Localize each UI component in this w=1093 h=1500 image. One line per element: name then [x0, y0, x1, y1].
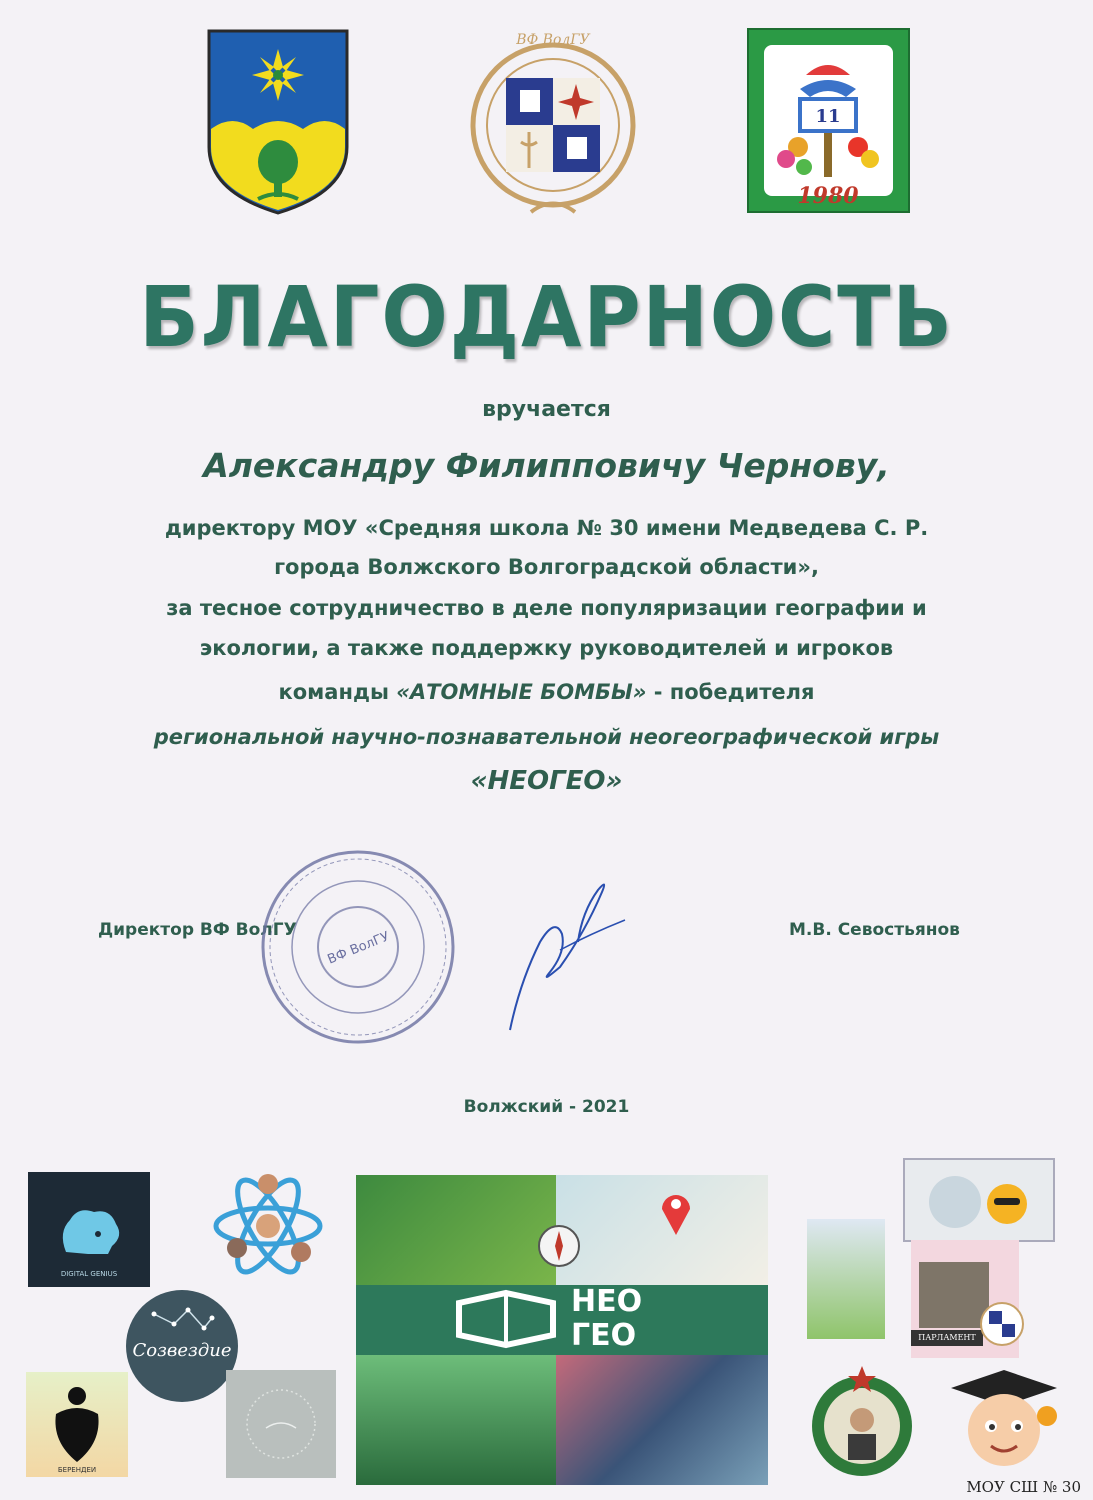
team-line	[0, 680, 1093, 704]
certificate-title: БЛАГОДАРНОСТЬ	[139, 268, 954, 366]
sozvezdie-logo	[126, 1290, 238, 1402]
scan-watermark: МОУ СШ № 30	[966, 1478, 1081, 1496]
wreath-portrait-emblem	[808, 1362, 916, 1484]
stamp-center-text: ВФ ВолГУ	[325, 929, 392, 968]
emblem-number: 11	[815, 106, 841, 127]
sozvezdie-text: Созвездие	[132, 1340, 232, 1361]
position-line-1: директору МОУ «Средняя школа № 30 имени Медведева С. Р.	[164, 516, 929, 540]
game-line: региональной научно-познавательной неогеографической игры	[153, 725, 940, 749]
volzhsky-coat-of-arms	[203, 27, 353, 217]
small-volsu-emblem	[978, 1296, 1026, 1358]
neo-label: НЕО	[571, 1284, 643, 1319]
neogeo-banner	[356, 1175, 768, 1485]
digital-genius-text: DIGITAL GENIUS	[60, 1270, 118, 1278]
team-prefix: команды	[278, 680, 397, 704]
reason-line-1: за тесное сотрудничество в деле популяризации географии и	[166, 596, 927, 620]
neogeo-book-icon	[451, 1287, 561, 1353]
berendei-text: БЕРЕНДЕИ	[57, 1466, 97, 1474]
team-name: «АТОМНЫЕ БОМБЫ»	[396, 680, 647, 704]
director-name: М.В. Севостьянов	[789, 920, 960, 940]
digital-genius-logo	[28, 1172, 150, 1287]
parliament-label: ПАРЛАМЕНТ	[911, 1330, 983, 1346]
berendei-logo	[26, 1372, 128, 1477]
official-stamp	[258, 840, 458, 1055]
emblem-year: 1980	[797, 183, 859, 209]
position-line-2: города Волжского Волгоградской области»,	[274, 555, 819, 579]
compass-icon	[536, 1223, 582, 1269]
geo-label: ГЕО	[571, 1318, 637, 1353]
atom-photo-collage	[213, 1170, 323, 1282]
school-30-emblem	[746, 27, 911, 214]
handwritten-signature	[500, 872, 630, 1037]
emblem-top-text: ВФ ВолГУ	[516, 32, 590, 48]
landscape-painting	[807, 1219, 885, 1339]
awarded-label: вручается	[482, 397, 611, 422]
team-suffix: - победителя	[646, 680, 815, 704]
director-label: Директор ВФ ВолГУ	[98, 920, 297, 940]
volsu-branch-emblem	[466, 20, 641, 225]
neogeo-logo-text	[571, 1285, 642, 1353]
reason-line-2: экологии, а также поддержку руководителей и игроков	[199, 636, 894, 660]
game-name: «НЕОГЕО»	[470, 766, 623, 796]
jostums-logo	[226, 1370, 336, 1478]
map-pin-icon	[656, 1185, 696, 1237]
graduate-cartoon	[945, 1366, 1063, 1482]
robot-monitor-image	[903, 1158, 1055, 1242]
recipient-name: Александру Филипповичу Чернову,	[203, 446, 890, 485]
place-and-year: Волжский - 2021	[463, 1097, 630, 1117]
